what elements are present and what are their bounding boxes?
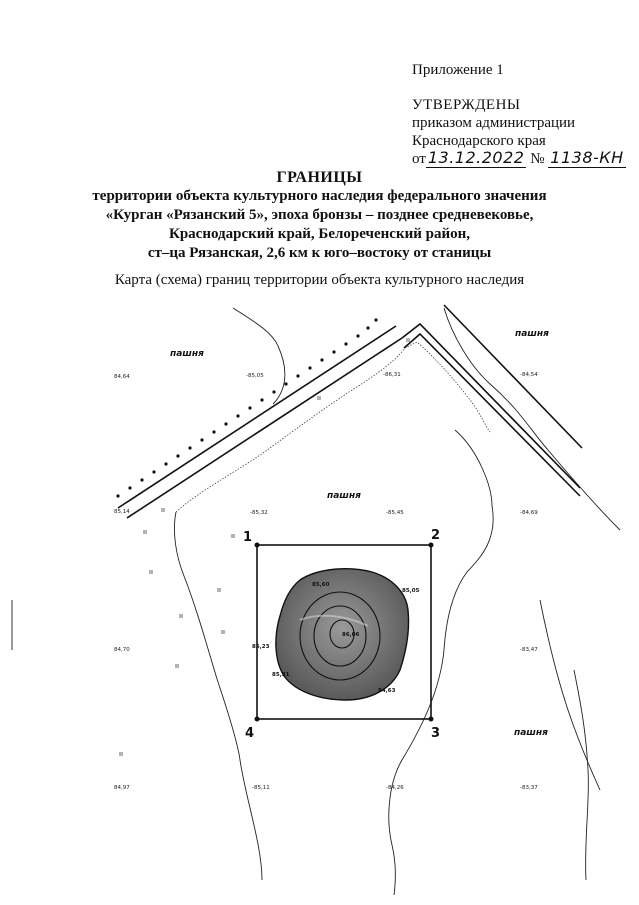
- title-line-3: Краснодарский край, Белореченский район,: [168, 226, 471, 242]
- grass-mark: [144, 530, 146, 534]
- elevation: -84,54: [520, 372, 538, 378]
- tree-dot: [236, 414, 239, 417]
- title-line-4: ст–ца Рязанская, 2,6 км к юго–востоку от станицы: [147, 245, 492, 261]
- tree-dot: [152, 470, 155, 473]
- corner-number: 1: [243, 530, 253, 545]
- tree-dot: [212, 430, 215, 433]
- land-label: пашня: [170, 349, 204, 359]
- tree-dot: [366, 326, 369, 329]
- mound-mark: 85,05: [402, 588, 420, 594]
- title-main: ГРАНИЦЫ: [276, 169, 363, 186]
- grass-mark: [222, 630, 224, 634]
- land-label: пашня: [327, 491, 361, 501]
- elevation: -85,05: [246, 373, 264, 379]
- tree-dot: [332, 350, 335, 353]
- tree-dot: [140, 478, 143, 481]
- tree-dot: [116, 494, 119, 497]
- land-label: пашня: [514, 728, 548, 738]
- road-line-4: [404, 334, 580, 496]
- contour-5: [574, 670, 588, 880]
- approved-line-1: приказом администрации: [412, 115, 576, 131]
- tree-dot: [176, 454, 179, 457]
- land-label: пашня: [515, 329, 549, 339]
- road-lines: [118, 305, 582, 518]
- grass-mark: [218, 588, 220, 592]
- elevation: 84,70: [114, 647, 130, 653]
- grass-mark: [318, 396, 320, 400]
- approved-line-2: Краснодарского края: [412, 133, 546, 149]
- tree-dot: [284, 382, 287, 385]
- tree-dot: [344, 342, 347, 345]
- elevation: -83,47: [520, 647, 538, 653]
- elevation: -85,45: [386, 510, 404, 516]
- annex-label: Приложение 1: [412, 62, 504, 78]
- grass-mark: [176, 664, 178, 668]
- corner-point: [255, 543, 260, 548]
- elevation: -86,31: [383, 372, 401, 378]
- corner-number: 4: [245, 726, 255, 741]
- corner-point: [429, 543, 434, 548]
- grass-mark: [232, 534, 234, 538]
- tree-dot: [224, 422, 227, 425]
- elevation: 84,64: [114, 374, 130, 380]
- tree-dot: [248, 406, 251, 409]
- tree-dot: [296, 374, 299, 377]
- elevation: -83,37: [520, 785, 538, 791]
- approved-from: от: [412, 151, 426, 167]
- tree-dot: [272, 390, 275, 393]
- elevation: -84,69: [520, 510, 538, 516]
- approved-date: 13.12.2022: [427, 148, 525, 167]
- contour-1: [233, 308, 285, 404]
- corner-number: 3: [431, 726, 441, 741]
- mound-mark: 85,60: [312, 582, 330, 588]
- corner-point: [255, 717, 260, 722]
- tree-dot: [320, 358, 323, 361]
- map-subtitle: Карта (схема) границ территории объекта культурного наследия: [114, 272, 525, 288]
- elevation: -85,11: [252, 785, 270, 791]
- elevation: -84,26: [386, 785, 404, 791]
- title-line-2: «Курган «Рязанский 5», эпоха бронзы – позднее средневековье,: [105, 207, 534, 223]
- grass-mark: [162, 508, 164, 512]
- grass-mark: [120, 752, 122, 756]
- tree-dot: [200, 438, 203, 441]
- tree-dot: [188, 446, 191, 449]
- mound-mark: 86,06: [342, 632, 360, 638]
- road-line-1: [118, 326, 396, 508]
- tree-dot: [260, 398, 263, 401]
- mound-mark: 85,31: [272, 672, 290, 678]
- grass-mark: [407, 338, 409, 342]
- tree-dot: [356, 334, 359, 337]
- tree-dot: [308, 366, 311, 369]
- corner-point: [429, 717, 434, 722]
- grass-mark: [150, 570, 152, 574]
- approved-title: УТВЕРЖДЕНЫ: [412, 97, 521, 113]
- tree-dot: [164, 462, 167, 465]
- contour-3: [174, 512, 262, 880]
- tree-dot: [374, 318, 377, 321]
- elevation: 84,97: [114, 785, 130, 791]
- mound-mark: 85,23: [252, 644, 270, 650]
- tree-row: [116, 318, 377, 497]
- corner-number: 2: [431, 528, 441, 543]
- elevation: -85,32: [250, 510, 268, 516]
- approved-no: №: [530, 151, 545, 167]
- tree-dot: [128, 486, 131, 489]
- contour-6: [540, 600, 600, 790]
- title-line-1: территории объекта культурного наследия федерального значения: [92, 188, 547, 204]
- contour-2: [444, 308, 620, 530]
- elevation: 85,14: [114, 509, 130, 515]
- road-line-5: [444, 305, 582, 448]
- contour-4: [389, 430, 493, 895]
- grass-mark: [180, 614, 182, 618]
- approved-number: 1138-КН: [550, 148, 624, 167]
- mound-mark: 84,63: [378, 688, 396, 694]
